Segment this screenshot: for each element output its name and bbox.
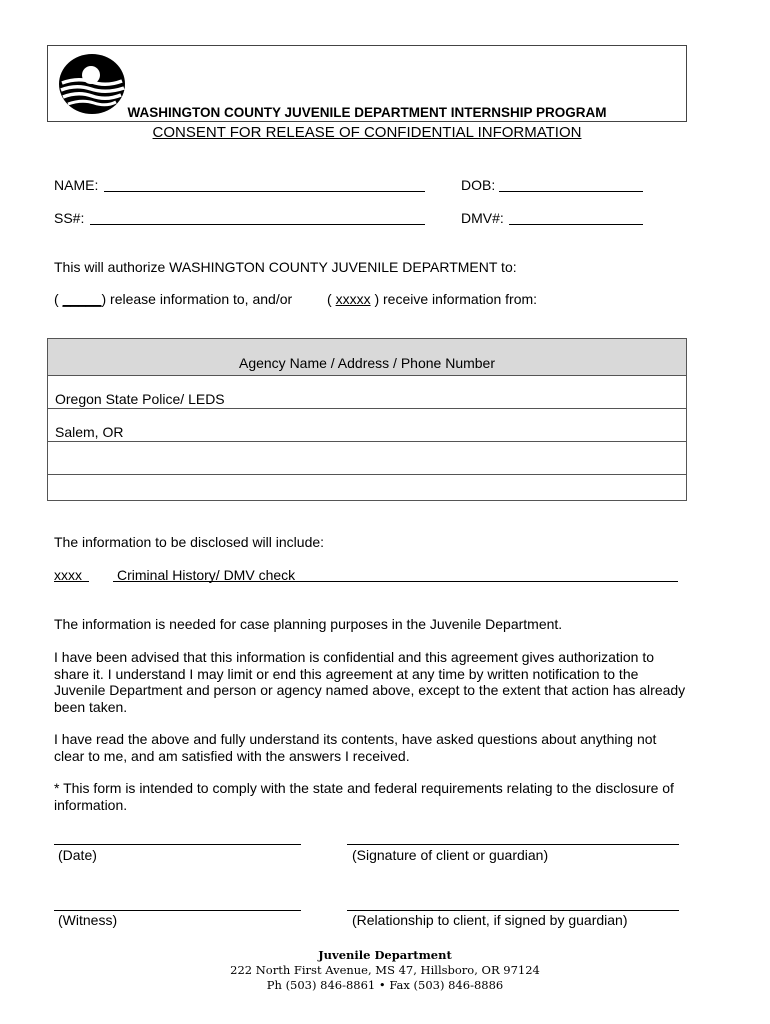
agency-table-header: Agency Name / Address / Phone Number bbox=[48, 339, 686, 376]
dmv-field[interactable] bbox=[509, 224, 643, 225]
name-field[interactable] bbox=[104, 191, 425, 192]
date-label: (Date) bbox=[58, 847, 97, 863]
read-paragraph: I have read the above and fully understand its contents, have asked questions about anything not clear to me, and am satisfied with the answers I received. bbox=[54, 731, 657, 764]
authorize-text: This will authorize WASHINGTON COUNTY JUVENILE DEPARTMENT to: bbox=[54, 259, 517, 275]
release-checkbox-blank[interactable]: _____ bbox=[62, 291, 102, 307]
form-title: CONSENT FOR RELEASE OF CONFIDENTIAL INFORMATION bbox=[152, 124, 582, 141]
relationship-line[interactable] bbox=[347, 910, 679, 911]
receive-option[interactable] bbox=[327, 291, 537, 307]
date-line[interactable] bbox=[54, 844, 301, 845]
disclosure-intro: The information to be disclosed will include: bbox=[54, 534, 325, 550]
agency-row[interactable] bbox=[48, 475, 686, 508]
receive-text: ) receive information from: bbox=[374, 291, 538, 307]
advised-paragraph: I have been advised that this information is confidential and this agreement gives authorization to share it. I understand I may limit or end this agreement at any time by written notification to the Juvenile Department and person or agency named above, except to the extent that action has already been taken. bbox=[54, 649, 686, 715]
release-open-paren: ( bbox=[54, 291, 59, 307]
agency-row[interactable] bbox=[48, 442, 686, 475]
relationship-label: (Relationship to client, if signed by guardian) bbox=[352, 912, 628, 928]
footer-address: 222 North First Avenue, MS 47, Hillsboro, OR 97124 bbox=[230, 963, 540, 977]
disclosure-item[interactable]: Criminal History/ DMV check bbox=[117, 567, 296, 583]
signature-line[interactable] bbox=[347, 844, 679, 845]
compliance-note: * This form is intended to comply with the state and federal requirements relating to the disclosure of information. bbox=[54, 780, 674, 813]
footer-phone: Ph (503) 846-8861 • Fax (503) 846-8886 bbox=[266, 978, 504, 992]
footer-org: Juvenile Department bbox=[318, 948, 452, 962]
release-text: ) release information to, and/or bbox=[101, 291, 293, 307]
witness-label: (Witness) bbox=[58, 912, 118, 928]
release-option[interactable] bbox=[54, 291, 292, 307]
dob-label: DOB: bbox=[461, 177, 496, 193]
agency-row[interactable]: Oregon State Police/ LEDS bbox=[48, 376, 686, 409]
ss-field[interactable] bbox=[90, 224, 425, 225]
witness-line[interactable] bbox=[54, 910, 301, 911]
agency-row[interactable]: Salem, OR bbox=[48, 409, 686, 442]
agency-table bbox=[47, 338, 687, 501]
dob-field[interactable] bbox=[499, 191, 643, 192]
ss-label: SS#: bbox=[54, 210, 85, 226]
receive-checkbox-mark[interactable]: xxxxx bbox=[335, 291, 371, 307]
receive-open-paren: ( bbox=[327, 291, 332, 307]
purpose-paragraph: The information is needed for case planning purposes in the Juvenile Department. bbox=[54, 616, 563, 632]
dmv-label: DMV#: bbox=[461, 210, 504, 226]
name-label: NAME: bbox=[54, 177, 99, 193]
disclosure-item-line bbox=[113, 581, 678, 582]
signature-label: (Signature of client or guardian) bbox=[352, 847, 549, 863]
disclosure-mark-line bbox=[54, 581, 89, 582]
program-title: WASHINGTON COUNTY JUVENILE DEPARTMENT INTERNSHIP PROGRAM bbox=[127, 105, 607, 120]
disclosure-mark[interactable]: xxxx bbox=[54, 567, 82, 583]
